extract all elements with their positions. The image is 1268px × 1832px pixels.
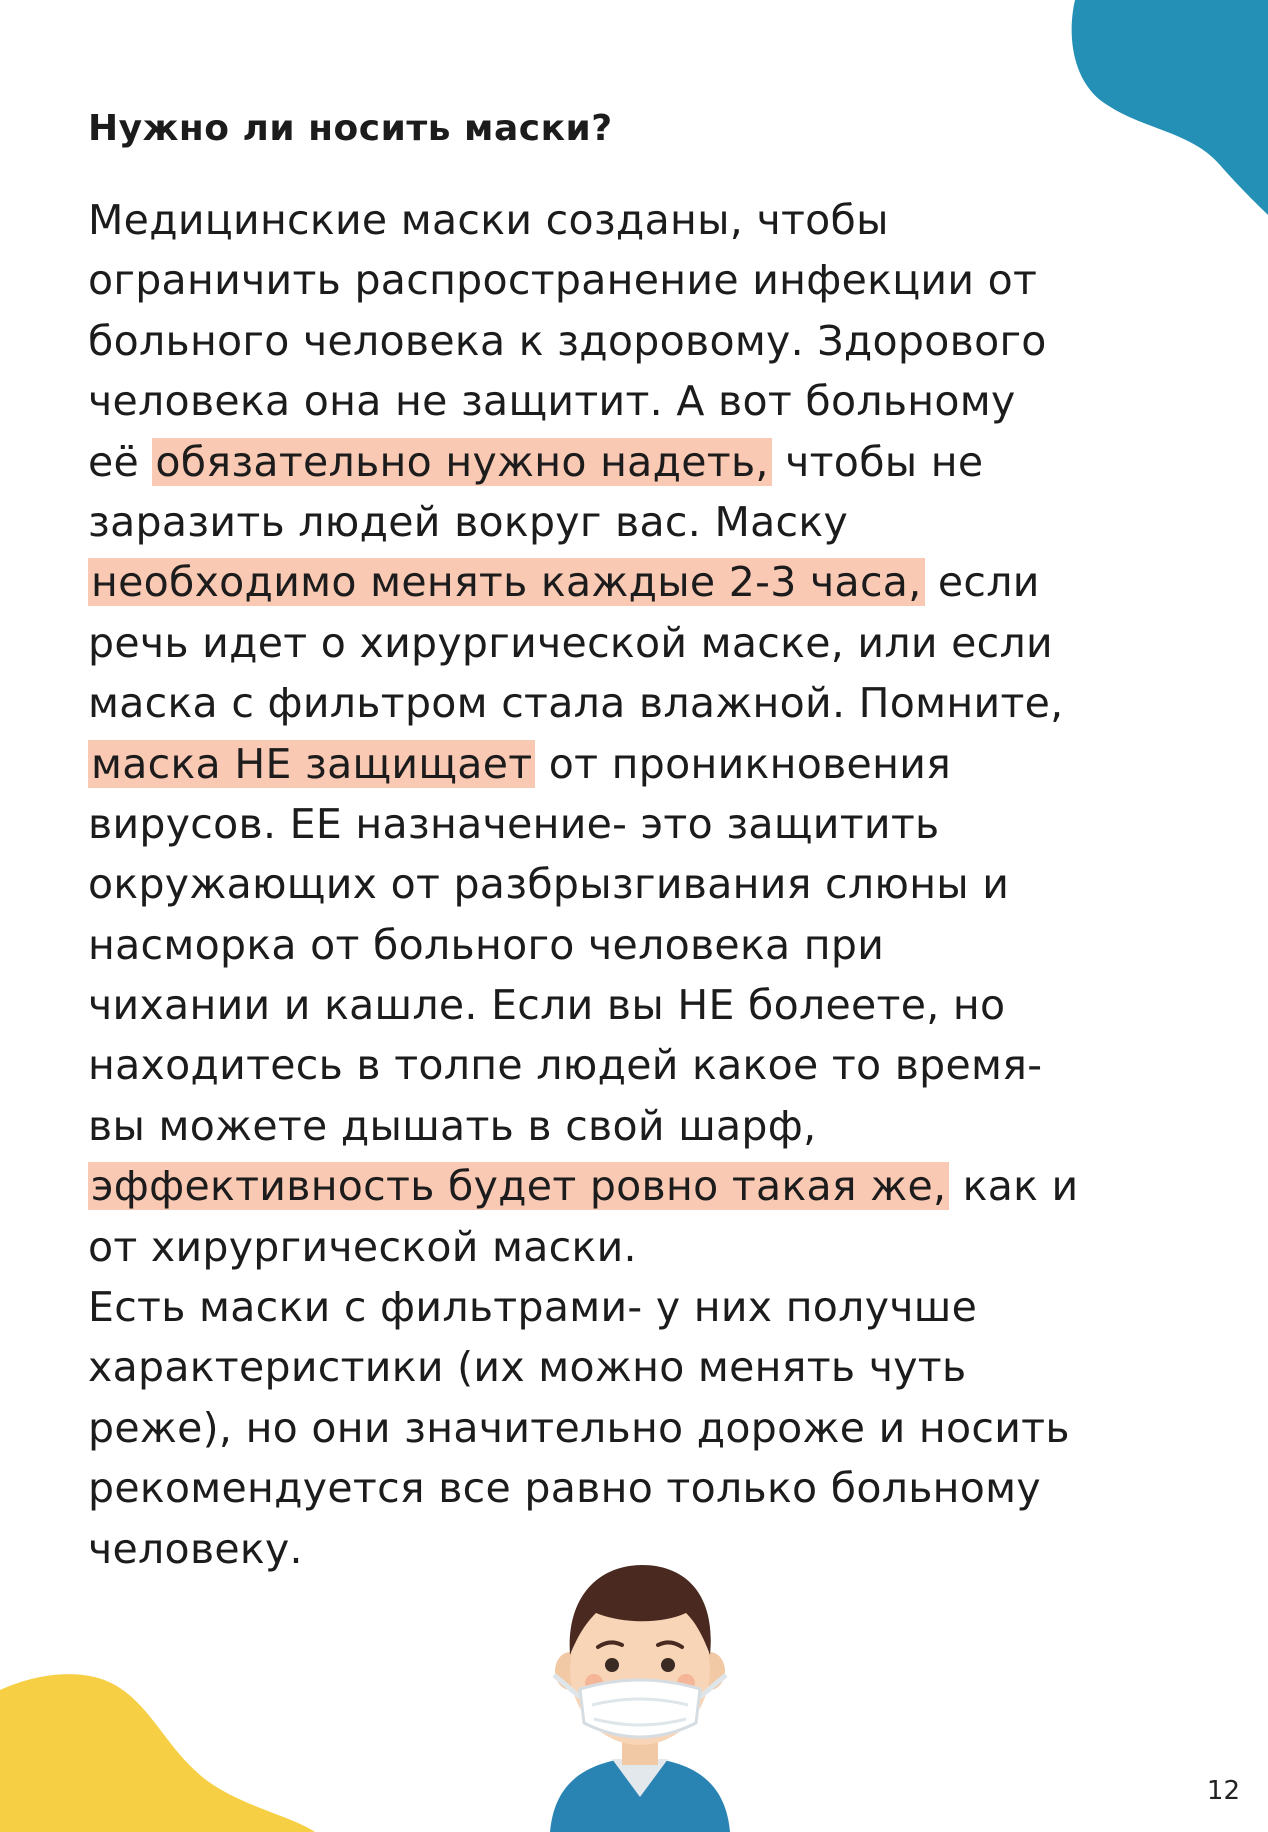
page-number: 12 bbox=[1206, 1776, 1240, 1806]
text-line bbox=[88, 371, 1198, 431]
text-line bbox=[88, 250, 1198, 310]
text-segment: насморка от больного человека при bbox=[88, 920, 885, 969]
text-segment: окружающих от разбрызгивания слюны и bbox=[88, 860, 1010, 909]
text-line bbox=[88, 1458, 1198, 1518]
text-segment: чтобы не bbox=[771, 437, 984, 486]
text-line bbox=[88, 613, 1198, 673]
text-segment: вирусов. ЕЕ назначение- это защитить bbox=[88, 799, 940, 848]
text-segment: человека она не защитит. А вот больному bbox=[88, 377, 1016, 426]
text-segment: ограничить распространение инфекции от bbox=[88, 256, 1038, 305]
text-segment: как и bbox=[949, 1162, 1079, 1211]
text-line bbox=[88, 975, 1198, 1035]
text-segment: если bbox=[924, 558, 1040, 607]
text-segment: больного человека к здоровому. Здорового bbox=[88, 316, 1047, 365]
text-line bbox=[88, 432, 1198, 492]
text-line bbox=[88, 854, 1198, 914]
text-segment: речь идет о хирургической маске, или если bbox=[88, 618, 1053, 667]
text-segment: Медицинские маски созданы, чтобы bbox=[88, 196, 889, 244]
text-segment: реже), но они значительно дороже и носить bbox=[88, 1403, 1070, 1452]
text-line bbox=[88, 915, 1198, 975]
text-line bbox=[88, 1217, 1198, 1277]
text-segment: человеку. bbox=[88, 1524, 303, 1573]
text-segment: находитесь в толпе людей какое то время- bbox=[88, 1041, 1043, 1090]
text-line bbox=[88, 1156, 1198, 1216]
text-line bbox=[88, 552, 1198, 612]
text-line bbox=[88, 1277, 1198, 1337]
text-segment: Есть маски с фильтрами- у них получше bbox=[88, 1283, 978, 1332]
text-line bbox=[88, 1337, 1198, 1397]
text-segment: вы можете дышать в свой шарф, bbox=[88, 1101, 817, 1150]
text-line bbox=[88, 1398, 1198, 1458]
text-segment: чихании и кашле. Если вы НЕ болеете, но bbox=[88, 981, 1006, 1030]
text-line bbox=[88, 190, 1198, 250]
text-line bbox=[88, 673, 1198, 733]
text-segment: её bbox=[88, 437, 153, 486]
text-line bbox=[88, 734, 1198, 794]
page-title: Нужно ли носить маски? bbox=[88, 108, 613, 149]
text-segment: маска с фильтром стала влажной. Помните, bbox=[88, 679, 1064, 728]
body-paragraph bbox=[88, 190, 1198, 1579]
highlighted-text: необходимо менять каждые 2-3 часа, bbox=[88, 558, 925, 606]
text-line bbox=[88, 492, 1198, 552]
highlighted-text: эффективность будет ровно такая же, bbox=[88, 1162, 949, 1210]
text-segment: рекомендуется все равно только больному bbox=[88, 1464, 1041, 1513]
text-segment: от хирургической маски. bbox=[88, 1222, 637, 1271]
text-segment: характеристики (их можно менять чуть bbox=[88, 1343, 967, 1392]
highlighted-text: маска НЕ защищает bbox=[88, 740, 535, 788]
text-line bbox=[88, 1096, 1198, 1156]
text-line bbox=[88, 1035, 1198, 1095]
text-line bbox=[88, 311, 1198, 371]
text-segment: заразить людей вокруг вас. Маску bbox=[88, 497, 849, 546]
masked-boy-illustration bbox=[540, 1555, 740, 1832]
highlighted-text: обязательно нужно надеть, bbox=[152, 438, 771, 486]
text-segment: от проникновения bbox=[535, 739, 952, 788]
text-line bbox=[88, 794, 1198, 854]
